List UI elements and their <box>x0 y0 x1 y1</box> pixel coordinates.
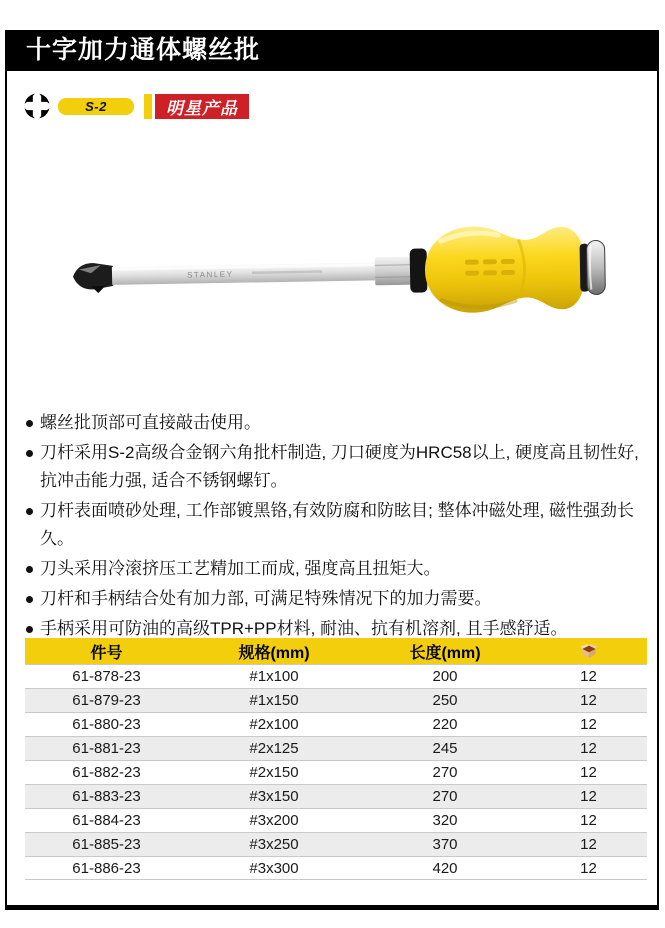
header-spec: 规格(mm) <box>238 644 310 662</box>
screwdriver-photo <box>67 212 607 327</box>
page-frame <box>5 30 659 910</box>
table-row <box>25 736 647 760</box>
cell-length: 320 <box>432 812 458 829</box>
cell-length: 250 <box>432 692 458 709</box>
cell-pack-qty: 12 <box>580 812 597 829</box>
feature-item: 螺丝批顶部可直接敲击使用。 <box>25 409 647 437</box>
table-row <box>25 808 647 832</box>
table-row <box>25 688 647 712</box>
cell-spec: #3x250 <box>249 836 299 853</box>
cell-pack-qty: 12 <box>580 836 597 853</box>
cell-part-number: 61-884-23 <box>72 812 141 829</box>
cell-length: 270 <box>432 788 458 805</box>
cell-spec: #2x125 <box>249 740 299 757</box>
table-row <box>25 760 647 784</box>
cell-part-number: 61-886-23 <box>72 859 141 877</box>
feature-item: 刀杆和手柄结合处有加力部, 可满足特殊情况下的加力需要。 <box>25 585 647 613</box>
cell-pack-qty: 12 <box>580 788 597 805</box>
shaft-brand-text: STANLEY <box>186 269 234 280</box>
s2-material-badge <box>58 98 134 115</box>
feature-item: 刀头采用冷滚挤压工艺精加工而成, 强度高且扭矩大。 <box>25 555 647 583</box>
cell-part-number: 61-885-23 <box>72 836 141 853</box>
cell-pack-qty: 12 <box>580 668 597 685</box>
cell-spec: #1x100 <box>249 668 299 685</box>
cell-pack-qty: 12 <box>580 764 597 781</box>
header-length: 长度(mm) <box>409 644 481 662</box>
cell-part-number: 61-882-23 <box>72 764 141 781</box>
feature-item: 刀杆表面喷砂处理, 工作部镀黑铬,有效防腐和防眩目; 整体冲磁处理, 磁性强劲长久。 <box>25 497 647 553</box>
cell-length: 270 <box>432 764 458 781</box>
cell-length: 245 <box>432 740 458 757</box>
phillips-icon <box>22 91 52 121</box>
cell-pack-qty: 12 <box>580 740 597 757</box>
cell-length: 370 <box>432 836 458 853</box>
table-header-row <box>25 638 647 664</box>
feature-item: 刀杆采用S-2高级合金钢六角批杆制造, 刀口硬度为HRC58以上, 硬度高且韧性好, 抗冲击能力强, 适合不锈钢螺钉。 <box>25 439 647 495</box>
cell-part-number: 61-878-23 <box>72 668 141 685</box>
cell-length: 420 <box>432 859 458 877</box>
cell-length: 200 <box>432 668 458 685</box>
spec-table <box>25 638 647 880</box>
page-title: 十字加力通体螺丝批 <box>7 30 657 71</box>
cell-part-number: 61-880-23 <box>72 716 141 733</box>
star-badge-label: 明星产品 <box>155 94 249 119</box>
table-row <box>25 712 647 736</box>
table-row <box>25 832 647 856</box>
feature-item: 手柄采用可防油的高级TPR+PP材料, 耐油、抗有机溶剂, 且手感舒适。 <box>25 615 647 643</box>
table-row <box>25 664 647 688</box>
cell-pack-qty: 12 <box>580 716 597 733</box>
cell-spec: #3x200 <box>249 812 299 829</box>
cell-pack-qty: 12 <box>580 859 597 877</box>
star-badge-stripe <box>144 94 152 119</box>
carton-icon <box>579 644 599 659</box>
cell-spec: #1x150 <box>249 692 299 709</box>
cell-length: 220 <box>432 716 458 733</box>
cell-part-number: 61-879-23 <box>72 692 141 709</box>
cell-spec: #3x300 <box>249 859 299 877</box>
header-part-number: 件号 <box>90 644 123 662</box>
cell-spec: #3x150 <box>249 788 299 805</box>
cell-pack-qty: 12 <box>580 692 597 709</box>
s2-material-label: S-2 <box>85 98 107 114</box>
cell-spec: #2x100 <box>249 716 299 733</box>
feature-list <box>25 409 647 645</box>
table-row <box>25 784 647 808</box>
cell-spec: #2x150 <box>249 764 299 781</box>
table-row <box>25 856 647 880</box>
cell-part-number: 61-883-23 <box>72 788 141 805</box>
star-product-badge <box>144 94 249 119</box>
cell-part-number: 61-881-23 <box>72 740 141 757</box>
badge-row <box>22 91 249 121</box>
